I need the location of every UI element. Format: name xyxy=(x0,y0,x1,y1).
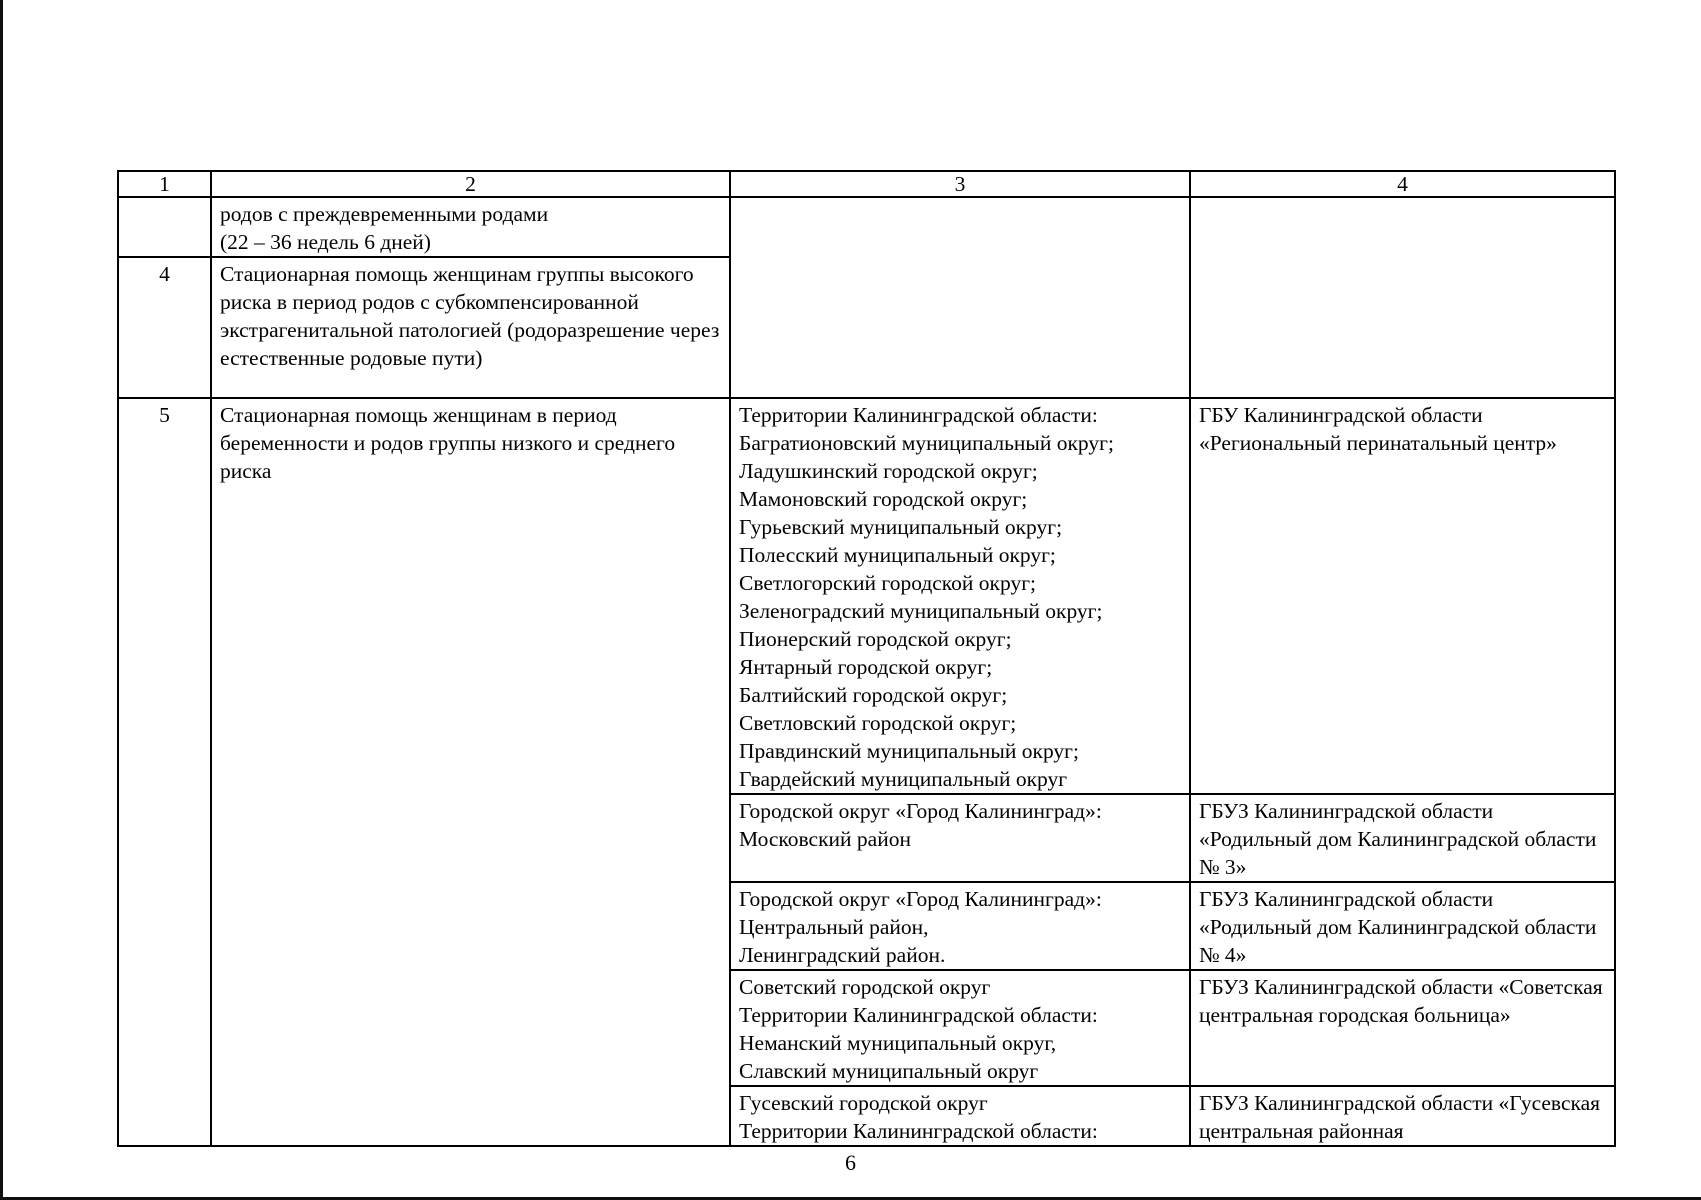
scan-edge-left xyxy=(0,0,3,1200)
institution-name: ГБУЗ Калининградской области «Родильный дом Калининградской области № 4» xyxy=(1190,882,1615,970)
column-header-1: 1 xyxy=(118,171,211,197)
institution-name: ГБУ Калининградской области «Региональный перинатальный центр» xyxy=(1190,398,1615,794)
territory-list: Городской округ «Город Калининград»: Московский район xyxy=(730,794,1190,882)
service-description: родов с преждевременными родами (22 – 36 недель 6 дней) xyxy=(211,197,730,257)
territory-cell-empty xyxy=(730,197,1190,398)
row-number xyxy=(118,197,211,257)
row-number: 4 xyxy=(118,257,211,398)
column-header-3: 3 xyxy=(730,171,1190,197)
service-description: Стационарная помощь женщинам группы высокого риска в период родов с субкомпенсированной экстрагенитальной патологией (родоразрешение через естественные родовые пути) xyxy=(211,257,730,398)
table-row-5 xyxy=(118,398,1615,794)
table-header-row xyxy=(118,171,1615,197)
document-table xyxy=(117,170,1616,1147)
territory-list: Городской округ «Город Калининград»: Центральный район, Ленинградский район. xyxy=(730,882,1190,970)
territory-list: Гусевский городской округ Территории Калининградской области: xyxy=(730,1086,1190,1146)
institution-name: ГБУЗ Калининградской области «Гусевская центральная районная xyxy=(1190,1086,1615,1146)
row-number: 5 xyxy=(118,398,211,1146)
column-header-4: 4 xyxy=(1190,171,1615,197)
column-header-2: 2 xyxy=(211,171,730,197)
territory-list: Советский городской округ Территории Калининградской области: Неманский муниципальный округ, Славский муниципальный округ xyxy=(730,970,1190,1086)
table-row-3-continued xyxy=(118,197,1615,257)
institution-name: ГБУЗ Калининградской области «Родильный дом Калининградской области № 3» xyxy=(1190,794,1615,882)
institution-cell-empty xyxy=(1190,197,1615,398)
institution-name: ГБУЗ Калининградской области «Советская центральная городская больница» xyxy=(1190,970,1615,1086)
territory-list: Территории Калининградской области: Багратионовский муниципальный округ; Ладушкинский городской округ; Мамоновский городской округ; Гурьевский муниципальный округ; Полесский муниципальный округ; Светлогорский городской округ; Зеленоградский муниципальный округ; Пионерский городской округ; Янтарный городской округ; Балтийский городской округ; Светловский городской округ; Правдинский муниципальный округ; Гвардейский муниципальный округ xyxy=(730,398,1190,794)
service-description: Стационарная помощь женщинам в период беременности и родов группы низкого и среднего риска xyxy=(211,398,730,1146)
page-number: 6 xyxy=(845,1150,856,1175)
